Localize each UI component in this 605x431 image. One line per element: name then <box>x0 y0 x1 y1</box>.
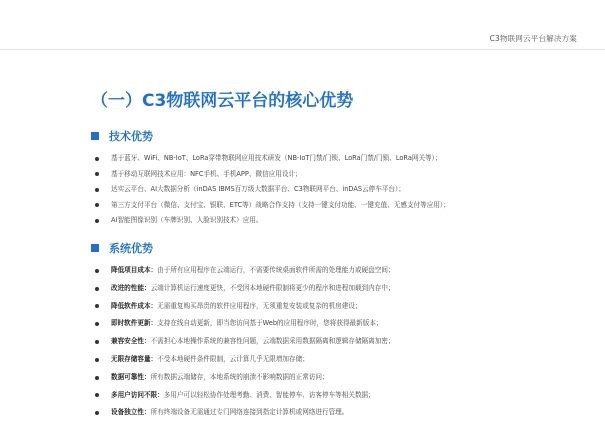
list-item <box>95 298 395 316</box>
item-label: 降低项目成本： <box>111 266 158 274</box>
item-text: 云端计算机运行速度更快，不受因本地硬件限制将更少的程序和进程加载到内存中； <box>150 283 395 292</box>
header-divider <box>0 49 605 50</box>
system-section-title: 系统优势 <box>109 242 153 255</box>
square-bullet-icon <box>91 132 99 140</box>
system-section-heading <box>91 241 153 255</box>
bullet-dot-icon <box>95 157 99 161</box>
item-label: 多用户访问不限： <box>111 390 164 399</box>
list-item <box>95 369 395 387</box>
item-label: 即时软件更新： <box>111 319 158 328</box>
bullet-dot-icon <box>95 304 99 308</box>
list-item: 第三方支付平台（微信、支付宝、银联、ETC等）战略合作支持（支持一键支付功能、一键充值、无感支付等应用）； <box>95 198 450 214</box>
list-item: 基于蓝牙、WiFi、NB-IoT、LoRa穿带物联网应用技术研发（NB-IoT门禁/门锁、LoRa门禁/门锁、LoRa网关等）； <box>95 151 450 167</box>
bullet-dot-icon <box>95 219 99 223</box>
bullet-dot-icon <box>95 411 99 415</box>
header-title: C3物联网云平台解决方案 <box>489 34 577 43</box>
bullet-dot-icon <box>95 203 99 207</box>
item-text: 不需担心本地操作系统的兼容性问题，云端数据采用数据隔离和逻辑存储隔离加密； <box>150 337 395 346</box>
list-item <box>95 404 395 422</box>
bullet-dot-icon <box>95 287 99 291</box>
item-label: 兼容安全性： <box>111 337 151 346</box>
item-text: 无需重复购买昂贵的软件应用程序，无须重复安装或复杂的机房建设； <box>157 301 362 310</box>
item-label: 降低软件成本： <box>111 301 158 310</box>
bullet-dot-icon <box>95 340 99 344</box>
item-text: 不受本地硬件条件限制，云计算几乎无限增加存储； <box>157 354 309 363</box>
bullet-dot-icon <box>95 322 99 326</box>
bullet-dot-icon <box>95 376 99 380</box>
tech-section-heading <box>91 129 153 143</box>
item-text: 所有终端设备无需通过专门网络连接到指定计算机或网络进行管理。 <box>150 408 349 417</box>
bullet-dot-icon <box>95 393 99 397</box>
list-item: AI智能图像识别（车牌识别、人脸识别技术）应用。 <box>95 213 450 229</box>
list-item <box>95 351 395 369</box>
bullet-dot-icon <box>95 358 99 362</box>
item-label: 无限存储容量： <box>111 354 158 363</box>
list-item: 基于移动互联网技术应用：NFC手机、手机APP、微信应用设计； <box>95 167 450 183</box>
bullet-dot-icon <box>95 269 99 273</box>
item-label: 数据可靠性： <box>111 372 151 381</box>
item-label: 改进的性能： <box>111 283 151 292</box>
list-item <box>95 262 395 280</box>
page-title: （一）C3物联网云平台的核心优势 <box>91 91 354 111</box>
system-advantages-list <box>95 262 395 422</box>
item-text: 由于所有应用程序在云端运行，不需要传统桌面软件所需的处理能力或硬盘空间； <box>157 266 395 274</box>
square-bullet-icon <box>91 244 99 252</box>
list-item <box>95 387 395 405</box>
item-text: 支持在线自动更新，即当您访问基于Web的应用程序时，您将获得最新版本； <box>157 319 383 328</box>
bullet-dot-icon <box>95 172 99 176</box>
list-item <box>95 333 395 351</box>
tech-section-title: 技术优势 <box>109 130 153 143</box>
item-text: 所有数据云端储存，本地系统的崩溃不影响数据的正常访问； <box>150 372 329 381</box>
tech-advantages-list <box>95 151 450 229</box>
bullet-dot-icon <box>95 188 99 192</box>
item-text: 多用户可以轻松协作处理考勤、消费、智能停车、访客停车等相关数据； <box>163 390 375 399</box>
list-item <box>95 315 395 333</box>
list-item <box>95 280 395 298</box>
item-label: 设备独立性： <box>111 408 151 417</box>
list-item: 达实云平台、AI大数据分析（inDAS IBMS百万级大数据平台、C3物联网平台、inDAS云停车平台）； <box>95 182 450 198</box>
